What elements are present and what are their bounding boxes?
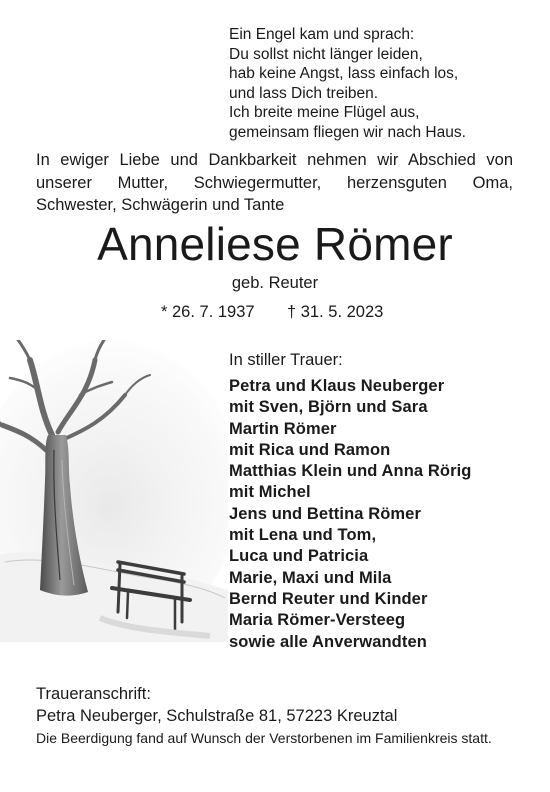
birth-date: * 26. 7. 1937 [161, 303, 255, 321]
maiden-name: geb. Reuter [231, 274, 319, 292]
mourner-line: Maria Römer-Versteeg [229, 611, 406, 630]
funeral-note: Die Beerdigung fand auf Wunsch der Verstorbenen im Familienkreis statt. [36, 730, 492, 746]
death-date: † 31. 5. 2023 [287, 303, 384, 321]
deceased-name: Anneliese Römer [97, 218, 453, 270]
mourner-line: Marie, Maxi und Mila [229, 568, 392, 587]
poem-line: Du sollst nicht länger leiden, [229, 45, 423, 63]
poem-line: Ein Engel kam und sprach: [229, 26, 415, 43]
poem-line: Ich breite meine Flügel aus, [229, 104, 420, 122]
poem-line: hab keine Angst, lass einfach los, [229, 65, 459, 83]
mourner-line: Matthias Klein und Anna Rörig [229, 462, 472, 481]
address-label: Traueranschrift: [36, 685, 151, 703]
address-block [36, 683, 397, 727]
poem [229, 25, 466, 143]
poem-line: und lass Dich treiben. [229, 84, 379, 102]
mourner-line: mit Michel [229, 483, 311, 502]
mourner-line: Petra und Klaus Neuberger [229, 377, 445, 395]
intro-text: In ewiger Liebe und Dankbarkeit nehmen wir Abschied von unserer Mutter, Schwiegermutter, herzensguten Oma, Schwester, Schwägerin und Tante [36, 151, 513, 214]
tree-bench-illustration [0, 340, 228, 642]
mourners-list [229, 376, 471, 653]
mourner-line: Bernd Reuter und Kinder [229, 589, 428, 608]
mourner-line: mit Rica und Ramon [229, 440, 391, 459]
mourning-intro: In stiller Trauer: [229, 351, 343, 369]
mourner-line: Jens und Bettina Römer [229, 504, 421, 523]
mourner-line: Luca und Patricia [229, 547, 369, 566]
mourner-line: mit Lena und Tom, [229, 526, 377, 545]
mourner-line: Martin Römer [229, 419, 337, 438]
poem-line: gemeinsam fliegen wir nach Haus. [229, 123, 466, 141]
address-value: Petra Neuberger, Schulstraße 81, 57223 Kreuztal [36, 707, 398, 725]
mourner-line: mit Sven, Björn und Sara [229, 398, 428, 417]
mourner-line: sowie alle Anverwandten [229, 632, 427, 651]
